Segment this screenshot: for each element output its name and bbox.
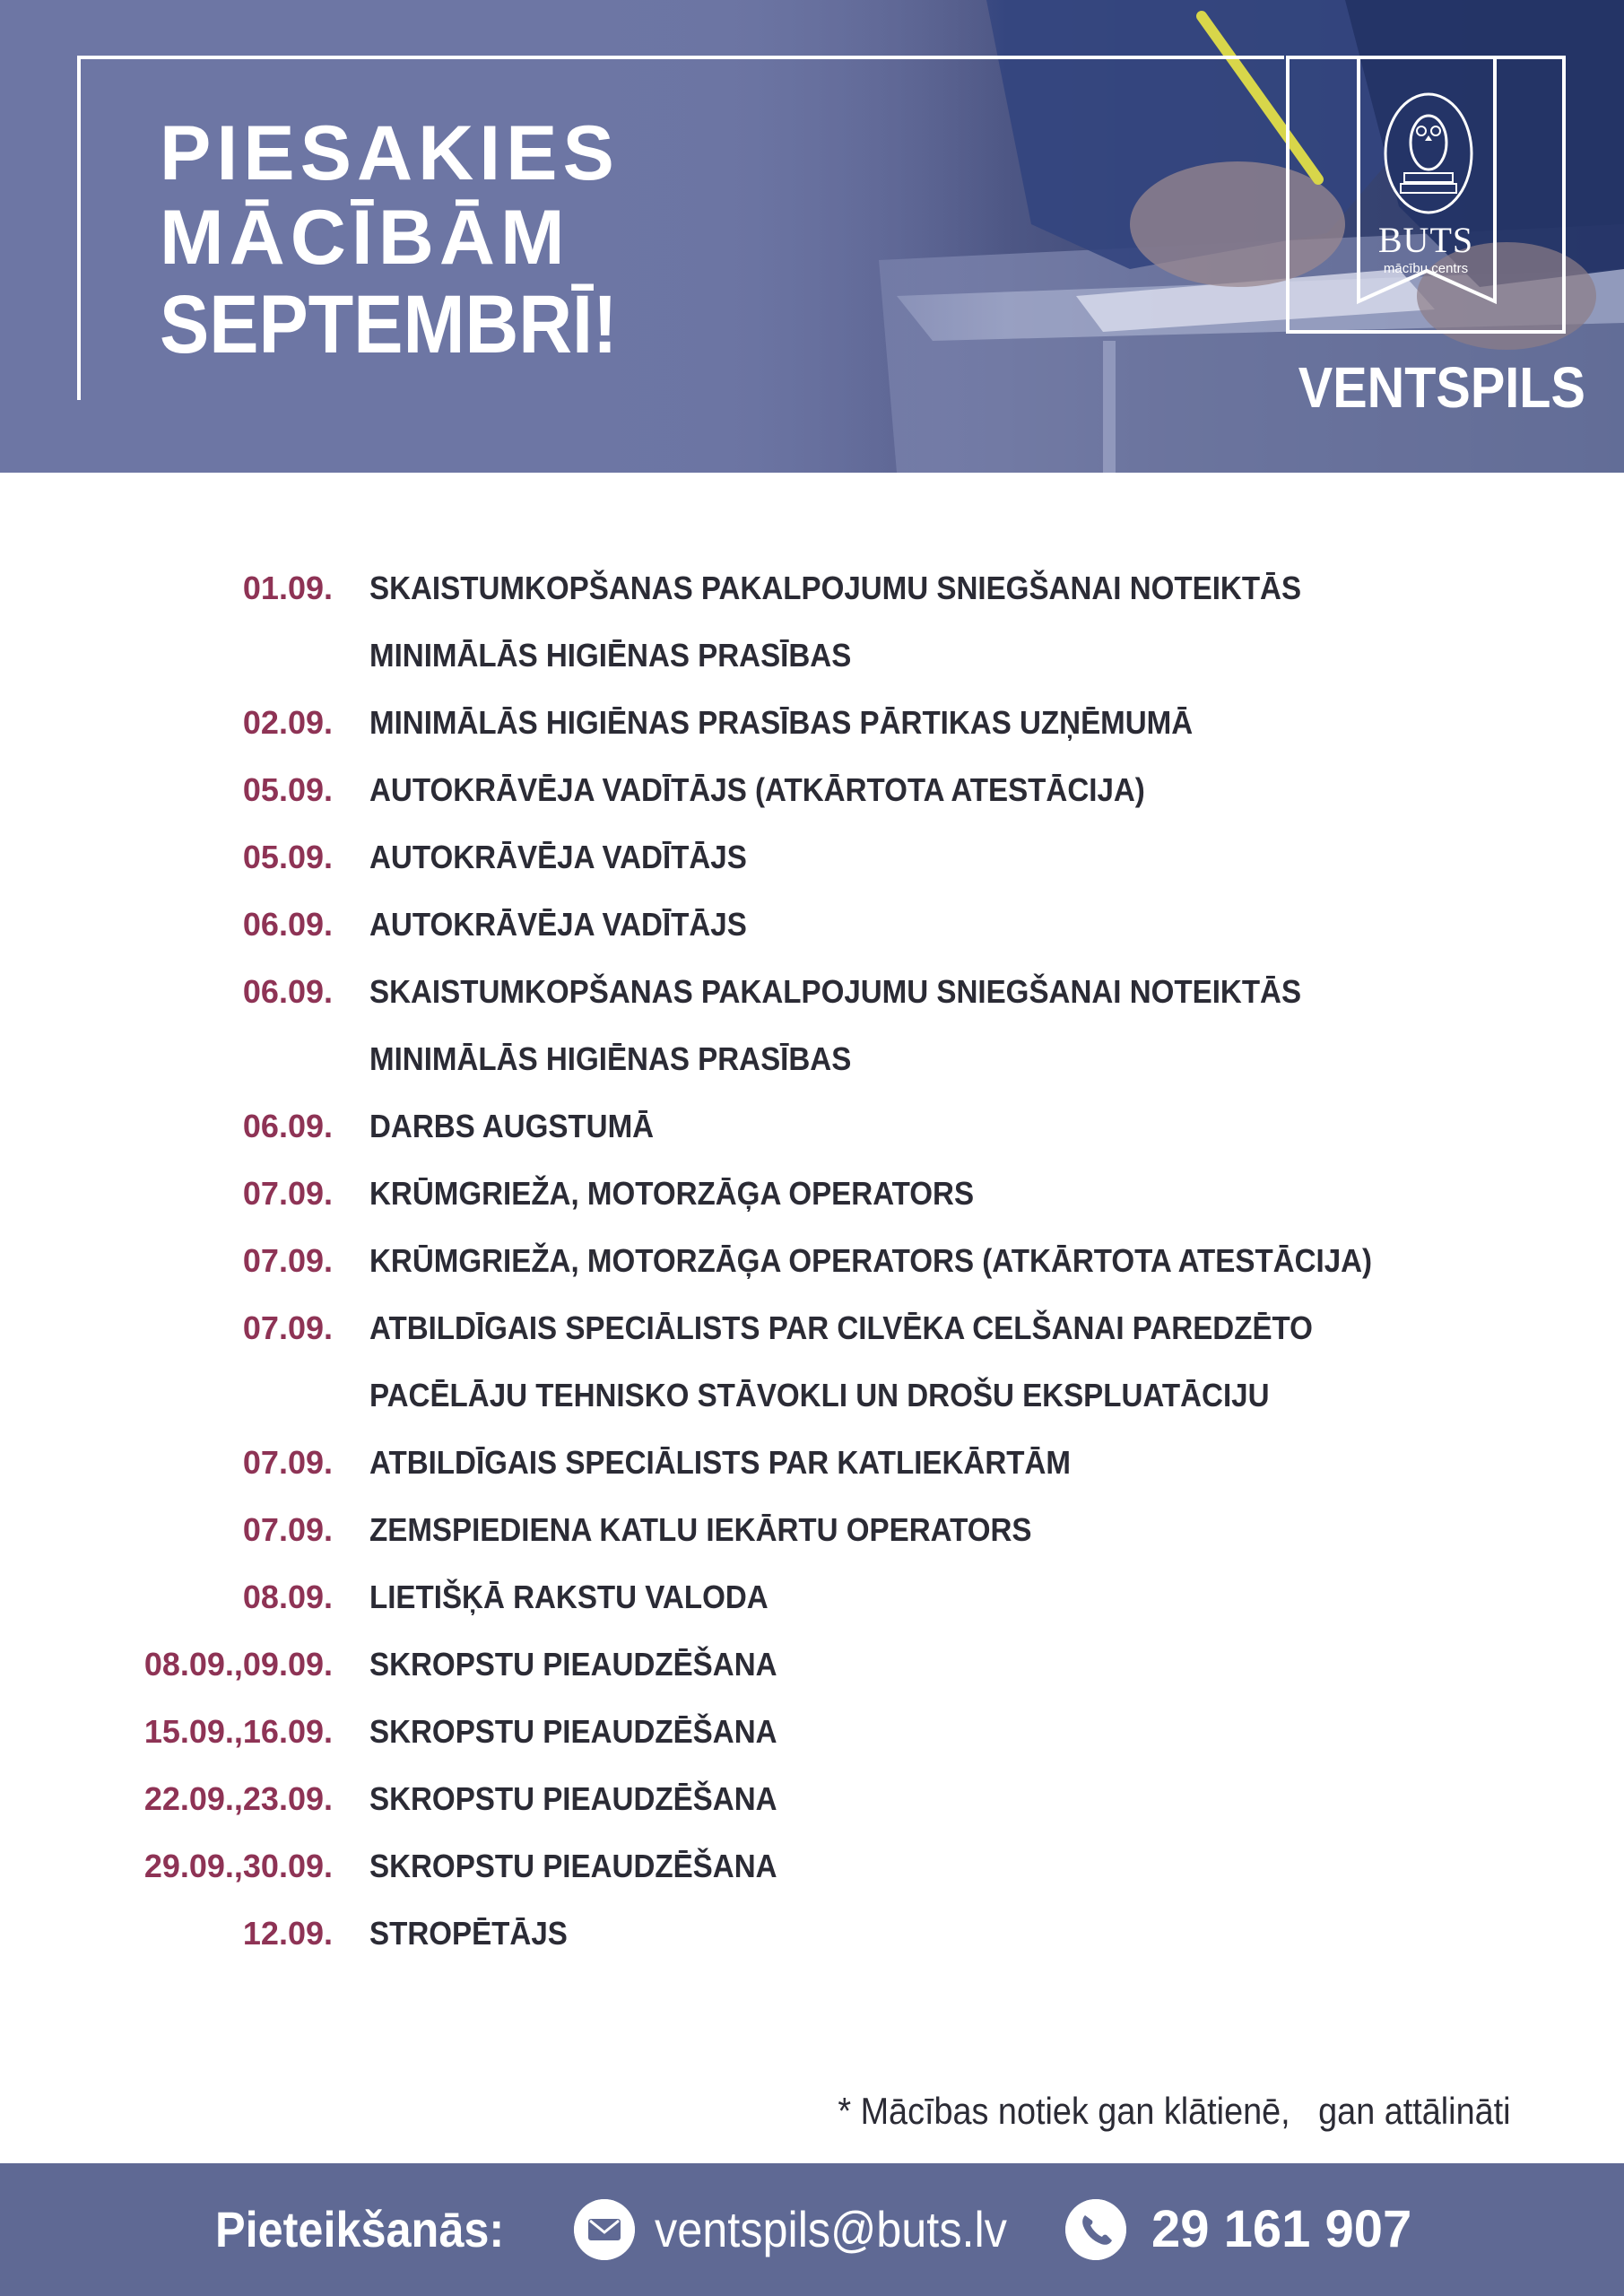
course-title: AUTOKRĀVĒJA VADĪTĀJS (369, 906, 747, 943)
course-title: SKROPSTU PIEAUDZĒŠANA (369, 1646, 777, 1683)
course-date: 08.09.,09.09. (143, 1646, 333, 1683)
course-title: DARBS AUGSTUMĀ (369, 1108, 655, 1144)
course-date: 29.09.,30.09. (143, 1848, 333, 1884)
phone-number[interactable]: 29 161 907 (1151, 2200, 1412, 2258)
frame-line-top (77, 56, 1284, 59)
course-date: 12.09. (242, 1915, 333, 1952)
phone-icon (1065, 2199, 1126, 2260)
course-date: 06.09. (242, 1108, 333, 1144)
course-title: KRŪMGRIEŽA, MOTORZĀĢA OPERATORS (ATKĀRTOTA ATESTĀCIJA) (369, 1242, 1373, 1279)
course-title: SKROPSTU PIEAUDZĒŠANA (369, 1780, 777, 1817)
schedule-row (0, 1438, 1624, 1505)
schedule-row (0, 1505, 1624, 1572)
course-title: ATBILDĪGAIS SPECIĀLISTS PAR CILVĒKA CELŠANAI PAREDZĒTO PACĒLĀJU TEHNISKO STĀVOKLI UN DROŠU EKSPLUATĀCIJU (369, 1309, 1313, 1413)
course-title: LIETIŠĶĀ RAKSTU VALODA (369, 1578, 769, 1615)
course-date: 22.09.,23.09. (143, 1780, 333, 1817)
schedule-row (0, 698, 1624, 765)
course-date: 02.09. (242, 704, 333, 741)
delivery-note: * Mācības notiek gan klātienē, gan attālināti (838, 2090, 1511, 2132)
logo-name: BUTS (1377, 220, 1474, 260)
course-title: SKAISTUMKOPŠANAS PAKALPOJUMU SNIEGŠANAI NOTEIKTĀS MINIMĀLĀS HIGIĒNAS PRASĪBAS (369, 570, 1302, 674)
schedule-row (0, 1236, 1624, 1303)
course-date: 07.09. (242, 1511, 333, 1548)
course-date: 01.09. (242, 570, 333, 606)
course-date: 07.09. (242, 1175, 333, 1212)
schedule-row (0, 563, 1624, 698)
frame-line-left (77, 56, 81, 400)
course-date: 15.09.,16.09. (143, 1713, 333, 1750)
apply-label: Pieteikšanās: (215, 2201, 505, 2257)
course-title: ZEMSPIEDIENA KATLU IEKĀRTU OPERATORS (369, 1511, 1032, 1548)
buts-logo (1286, 56, 1566, 334)
footer-contact-bar (0, 2163, 1624, 2296)
schedule-row (0, 1303, 1624, 1438)
course-title: MINIMĀLĀS HIGIĒNAS PRASĪBAS PĀRTIKAS UZŅĒMUMĀ (369, 704, 1194, 741)
headline-line-2: MĀCĪBĀM (160, 195, 570, 281)
course-schedule (0, 563, 1624, 1976)
logo-subtitle: mācību centrs (1383, 261, 1469, 276)
course-title: ATBILDĪGAIS SPECIĀLISTS PAR KATLIEKĀRTĀM (369, 1444, 1071, 1481)
course-date: 07.09. (242, 1242, 333, 1279)
schedule-row (0, 967, 1624, 1101)
city-name: VENTSPILS (1298, 355, 1585, 420)
course-title: KRŪMGRIEŽA, MOTORZĀĢA OPERATORS (369, 1175, 975, 1212)
course-date: 06.09. (242, 973, 333, 1010)
schedule-row (0, 765, 1624, 832)
schedule-row (0, 900, 1624, 967)
schedule-row (0, 1572, 1624, 1639)
course-title: AUTOKRĀVĒJA VADĪTĀJS (ATKĀRTOTA ATESTĀCIJA) (369, 771, 1145, 808)
course-date: 05.09. (242, 771, 333, 808)
course-title: STROPĒTĀJS (369, 1915, 568, 1952)
course-date: 08.09. (242, 1578, 333, 1615)
schedule-row (0, 1841, 1624, 1909)
course-title: SKROPSTU PIEAUDZĒŠANA (369, 1713, 777, 1750)
course-title: SKROPSTU PIEAUDZĒŠANA (369, 1848, 777, 1884)
course-date: 06.09. (242, 906, 333, 943)
course-date: 05.09. (242, 839, 333, 875)
schedule-row (0, 1707, 1624, 1774)
email-link[interactable]: ventspils@buts.lv (655, 2201, 1007, 2257)
schedule-row (0, 1101, 1624, 1169)
envelope-icon (574, 2199, 635, 2260)
course-title: AUTOKRĀVĒJA VADĪTĀJS (369, 839, 747, 875)
header-banner (0, 0, 1624, 473)
schedule-row (0, 1169, 1624, 1236)
schedule-row (0, 1909, 1624, 1976)
course-title: SKAISTUMKOPŠANAS PAKALPOJUMU SNIEGŠANAI NOTEIKTĀS MINIMĀLĀS HIGIĒNAS PRASĪBAS (369, 973, 1302, 1077)
owl-on-books-icon (1379, 91, 1478, 225)
course-date: 07.09. (242, 1309, 333, 1346)
schedule-row (0, 832, 1624, 900)
course-date: 07.09. (242, 1444, 333, 1481)
schedule-row (0, 1774, 1624, 1841)
schedule-row (0, 1639, 1624, 1707)
headline-line-3: SEPTEMBRĪ! (160, 279, 618, 370)
headline (160, 110, 668, 370)
headline-line-1: PIESAKIES (160, 110, 620, 196)
